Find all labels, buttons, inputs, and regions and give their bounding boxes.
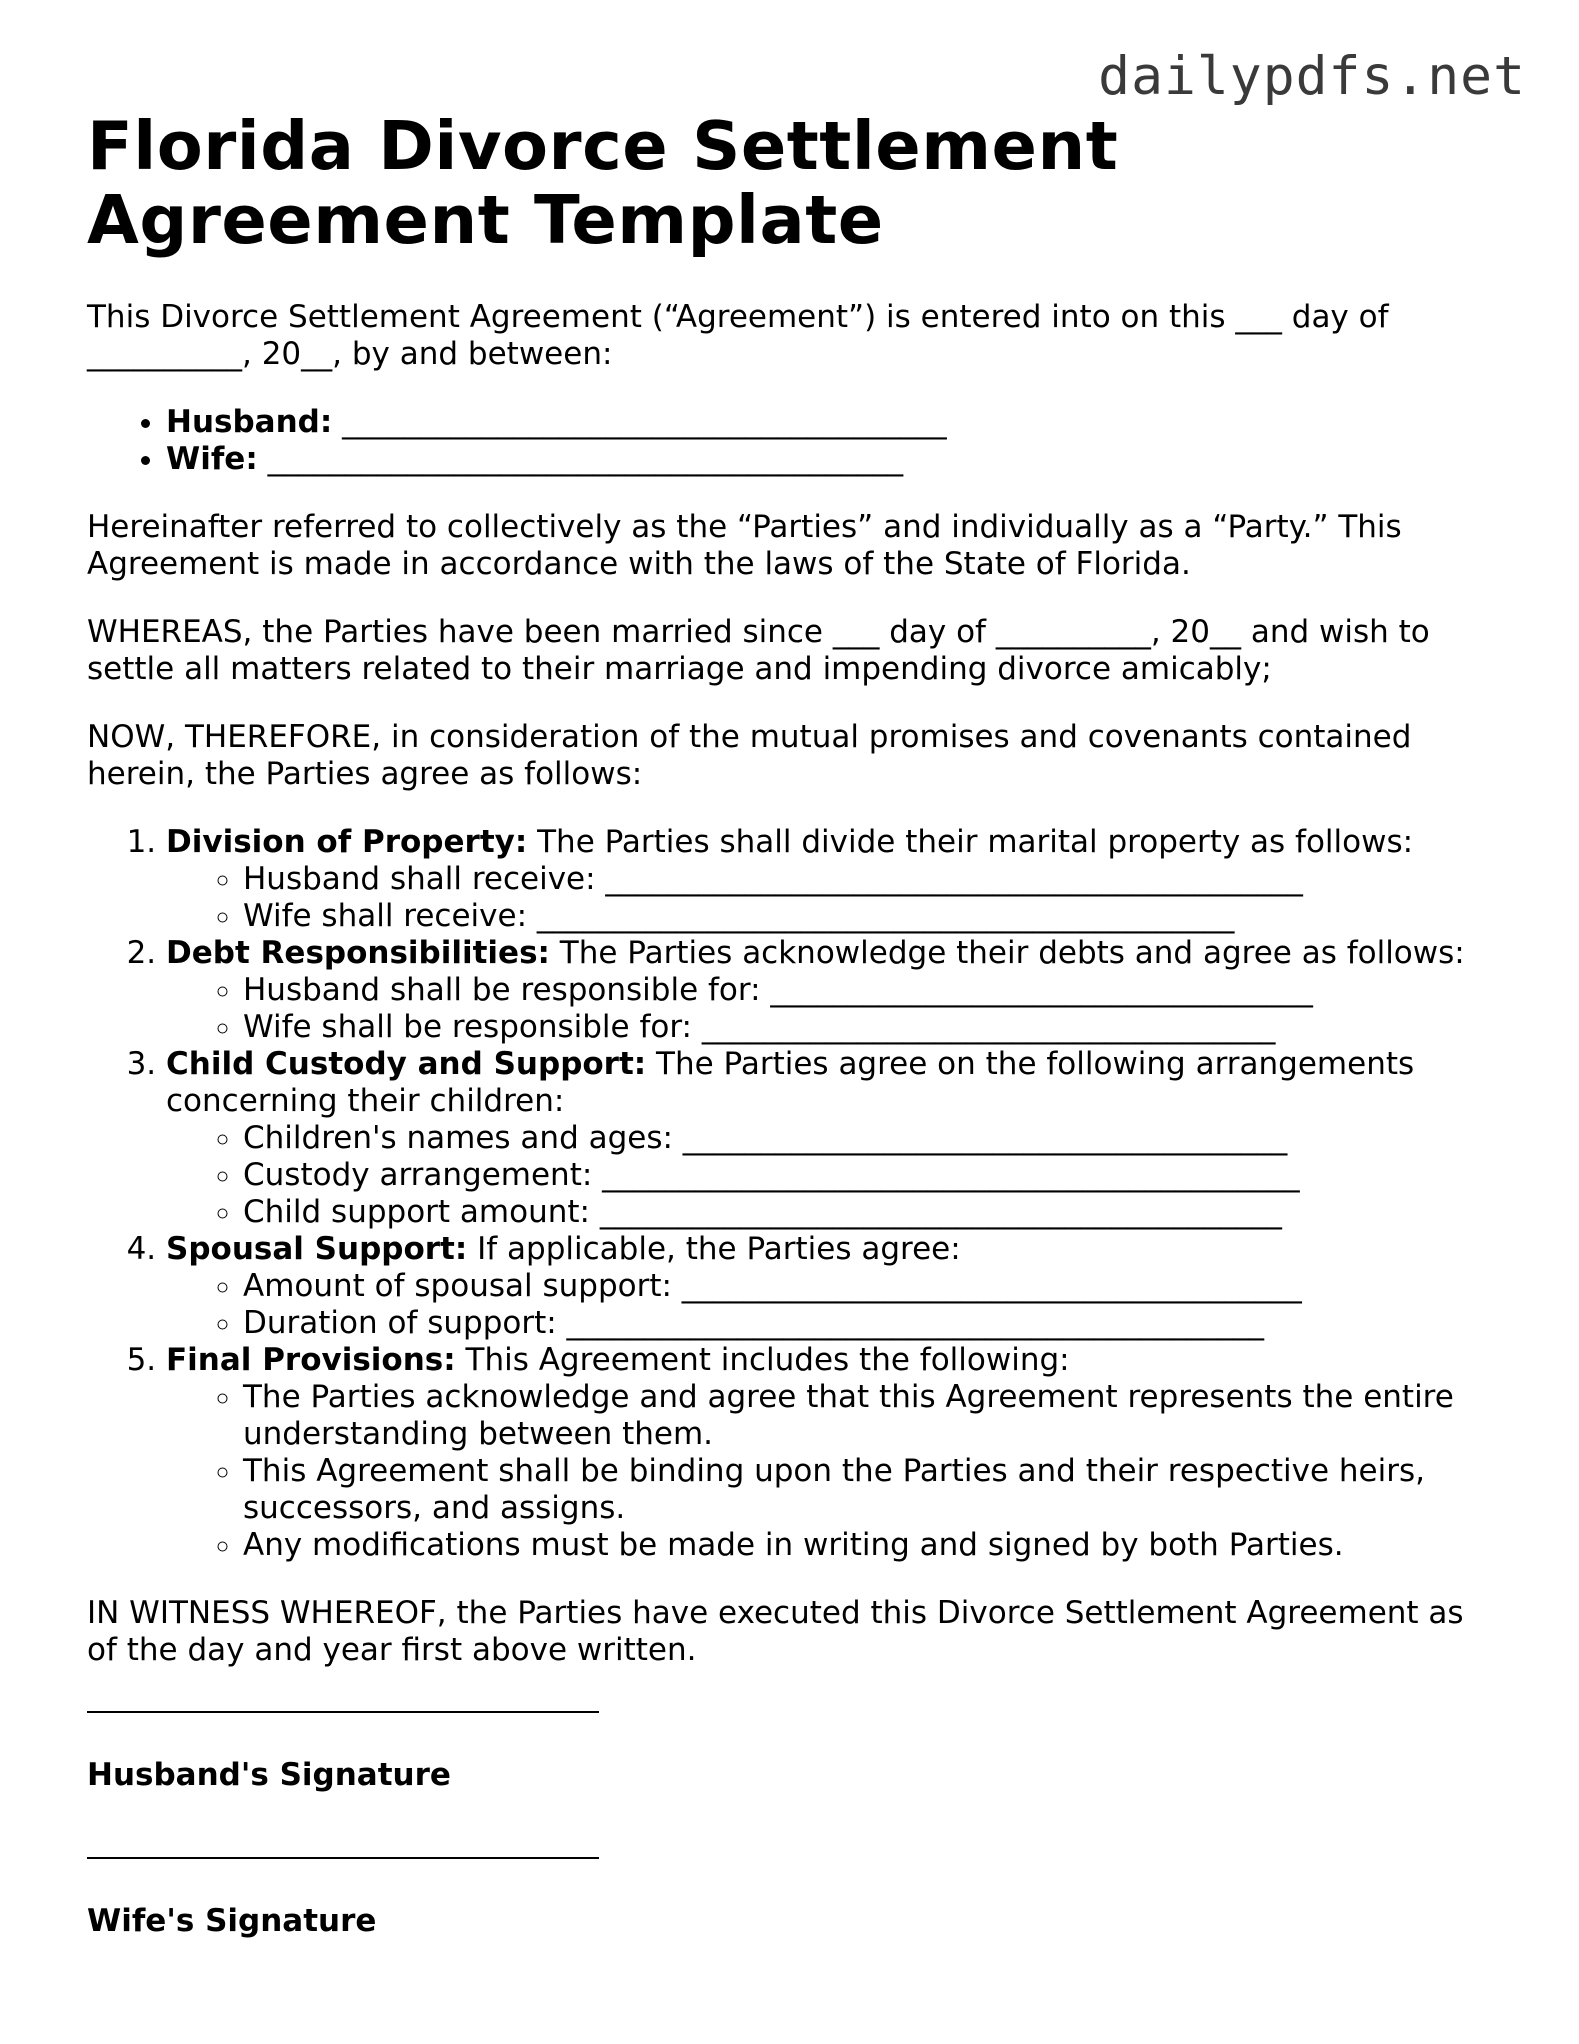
party-wife [166,441,1487,478]
section-division-of-property [166,824,1551,935]
list-item: ◦ Duration of support: _____________________________________________ [243,1305,1551,1342]
section-final-provisions [166,1342,1551,1564]
party-label: Husband: [166,404,333,440]
intro-paragraph: This Divorce Settlement Agreement (“Agreement”) is entered into on this ___ day of __________, 20__, by and between: [87,299,1389,372]
section-heading: Child Custody and Support: [166,1046,647,1082]
list-item: ◦ Child support amount: ____________________________________________ [243,1194,1551,1231]
party-label: Wife: [166,441,258,477]
section-items [166,1120,1551,1231]
section-text: If applicable, the Parties agree: [467,1231,961,1267]
section-items [166,1268,1551,1342]
section-heading: Debt Responsibilities: [166,935,550,971]
list-item: ◦ Husband shall be responsible for: ___________________________________ [243,972,1551,1009]
wife-signature-label: Wife's Signature [87,1903,377,1939]
list-item: ◦ Husband shall receive: _____________________________________________ [243,861,1551,898]
list-item: ◦ Wife shall receive: _____________________________________________ [243,898,1551,935]
party-blank: _________________________________________ [267,441,904,477]
husband-signature-line [87,1711,599,1713]
list-item: ◦ Amount of spousal support: ________________________________________ [243,1268,1551,1305]
section-items [166,972,1551,1046]
section-items [166,861,1551,935]
section-text: The Parties shall divide their marital property as follows: [527,824,1414,860]
document-page [87,109,1487,2003]
document-title: Florida Divorce Settlement Agreement Template [87,107,1119,259]
signature-block [87,1711,1487,1940]
list-item: ◦ Children's names and ages: _______________________________________ [243,1120,1551,1157]
husband-signature-label: Husband's Signature [87,1757,451,1793]
section-debt-responsibilities [166,935,1551,1046]
hereinafter-paragraph: Hereinafter referred to collectively as the “Parties” and individually as a “Party.” This Agreement is made in accordance with the laws of the State of Florida. [87,509,1402,582]
list-item: ◦ This Agreement shall be binding upon the Parties and their respective heirs, successors, and assigns. [243,1453,1551,1527]
section-text: The Parties acknowledge their debts and agree as follows: [549,935,1465,971]
list-item: ◦ The Parties acknowledge and agree that this Agreement represents the entire understanding between them. [243,1379,1551,1453]
sections-list [87,824,1551,1564]
section-spousal-support [166,1231,1551,1342]
section-text: This Agreement includes the following: [455,1342,1070,1378]
list-item: ◦ Any modifications must be made in writing and signed by both Parties. [243,1527,1551,1564]
party-blank: _______________________________________ [342,404,947,440]
whereas-paragraph: WHEREAS, the Parties have been married since ___ day of __________, 20__ and wish to settle all matters related to their marriage and impending divorce amicably; [87,614,1430,687]
wife-signature-line [87,1857,599,1859]
watermark: dailypdfs.net [1098,46,1526,107]
section-heading: Division of Property: [166,824,528,860]
section-text: The Parties agree on the following arrangements concerning their children: [166,1046,1415,1119]
list-item: ◦ Wife shall be responsible for: _____________________________________ [243,1009,1551,1046]
section-child-custody [166,1046,1551,1231]
section-heading: Spousal Support: [166,1231,468,1267]
section-heading: Final Provisions: [166,1342,456,1378]
party-husband [166,404,1487,441]
list-item: ◦ Custody arrangement: _____________________________________________ [243,1157,1551,1194]
section-items [166,1379,1551,1564]
parties-list [87,404,1487,478]
witness-paragraph: IN WITNESS WHEREOF, the Parties have executed this Divorce Settlement Agreement as of the day and year first above written. [87,1595,1464,1668]
now-therefore-paragraph: NOW, THEREFORE, in consideration of the mutual promises and covenants contained herein, the Parties agree as follows: [87,719,1412,792]
